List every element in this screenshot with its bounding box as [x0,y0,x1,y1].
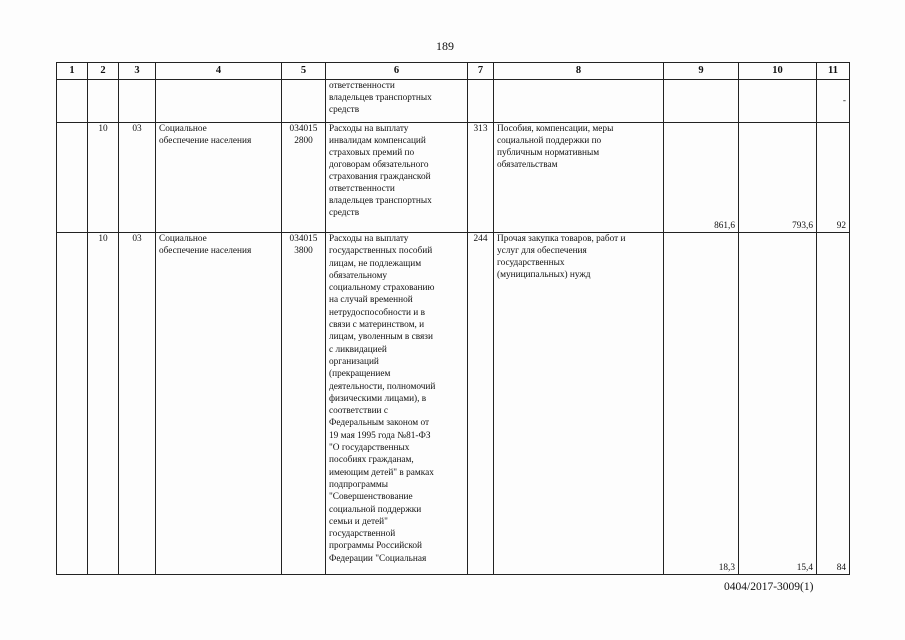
expense-type-code: 313 [468,123,494,233]
section-name: Социальное обеспечение населения [156,123,282,233]
expense-description: Расходы на выплату государственных пособий лицам, не подлежащим обязательному социальному страхованию на случай временной нетрудоспособности и в связи с материнством, и лицам, уволенным в связи с ликвидацией организаций (прекращением деятельности, полномочий физическими лицами), в соответствии с Федеральным законом от 19 мая 1995 года №81-ФЗ "О государственных пособиях гражданам, имеющим детей" в рамках подпрограммы "Совершенствование социальной поддержки семьи и детей" государственной программы Российской Федерации "Социальная [326,233,468,575]
subsection-code: 03 [119,233,156,575]
amount-col-11: 92 [817,123,850,233]
header-cell: 3 [119,63,156,80]
amount-col-9: 18,3 [664,233,739,575]
header-cell: 5 [282,63,326,80]
header-cell: 10 [739,63,817,80]
row-number [57,233,88,575]
section-name [156,80,282,123]
expense-description: Расходы на выплату инвалидам компенсаций страховых премий по договорам обязательного страхования гражданской ответственности владельцев транспортных средств [326,123,468,233]
amount-col-10: 15,4 [739,233,817,575]
header-cell: 1 [57,63,88,80]
document-code: 0404/2017-3009(1) [724,581,814,593]
section-code [88,80,119,123]
expense-type-name: Прочая закупка товаров, работ и услуг для обеспечения государственных (муниципальных) нужд [494,233,664,575]
row-number [57,123,88,233]
header-cell: 7 [468,63,494,80]
target-article-code: 034015 3800 [282,233,326,575]
table-row [57,233,850,575]
target-article-code [282,80,326,123]
amount-col-9 [664,80,739,123]
header-cell: 8 [494,63,664,80]
amount-col-11: 84 [817,233,850,575]
row-number [57,80,88,123]
expense-type-code [468,80,494,123]
subsection-code [119,80,156,123]
header-cell: 4 [156,63,282,80]
header-cell: 6 [326,63,468,80]
header-cell: 9 [664,63,739,80]
page-number: 189 [436,39,454,53]
header-cell: 2 [88,63,119,80]
table-row [57,123,850,233]
expense-type-name: Пособия, компенсации, меры социальной поддержки по публичным нормативным обязательствам [494,123,664,233]
amount-col-11: - [817,80,850,123]
expense-description: ответственности владельцев транспортных средств [326,80,468,123]
expense-type-name [494,80,664,123]
section-name: Социальное обеспечение населения [156,233,282,575]
header-row [57,63,850,80]
header-cell: 11 [817,63,850,80]
target-article-code: 034015 2800 [282,123,326,233]
amount-col-10: 793,6 [739,123,817,233]
subsection-code: 03 [119,123,156,233]
expense-type-code: 244 [468,233,494,575]
amount-col-10 [739,80,817,123]
budget-table [56,62,850,575]
amount-col-9: 861,6 [664,123,739,233]
section-code: 10 [88,233,119,575]
table-row [57,80,850,123]
section-code: 10 [88,123,119,233]
